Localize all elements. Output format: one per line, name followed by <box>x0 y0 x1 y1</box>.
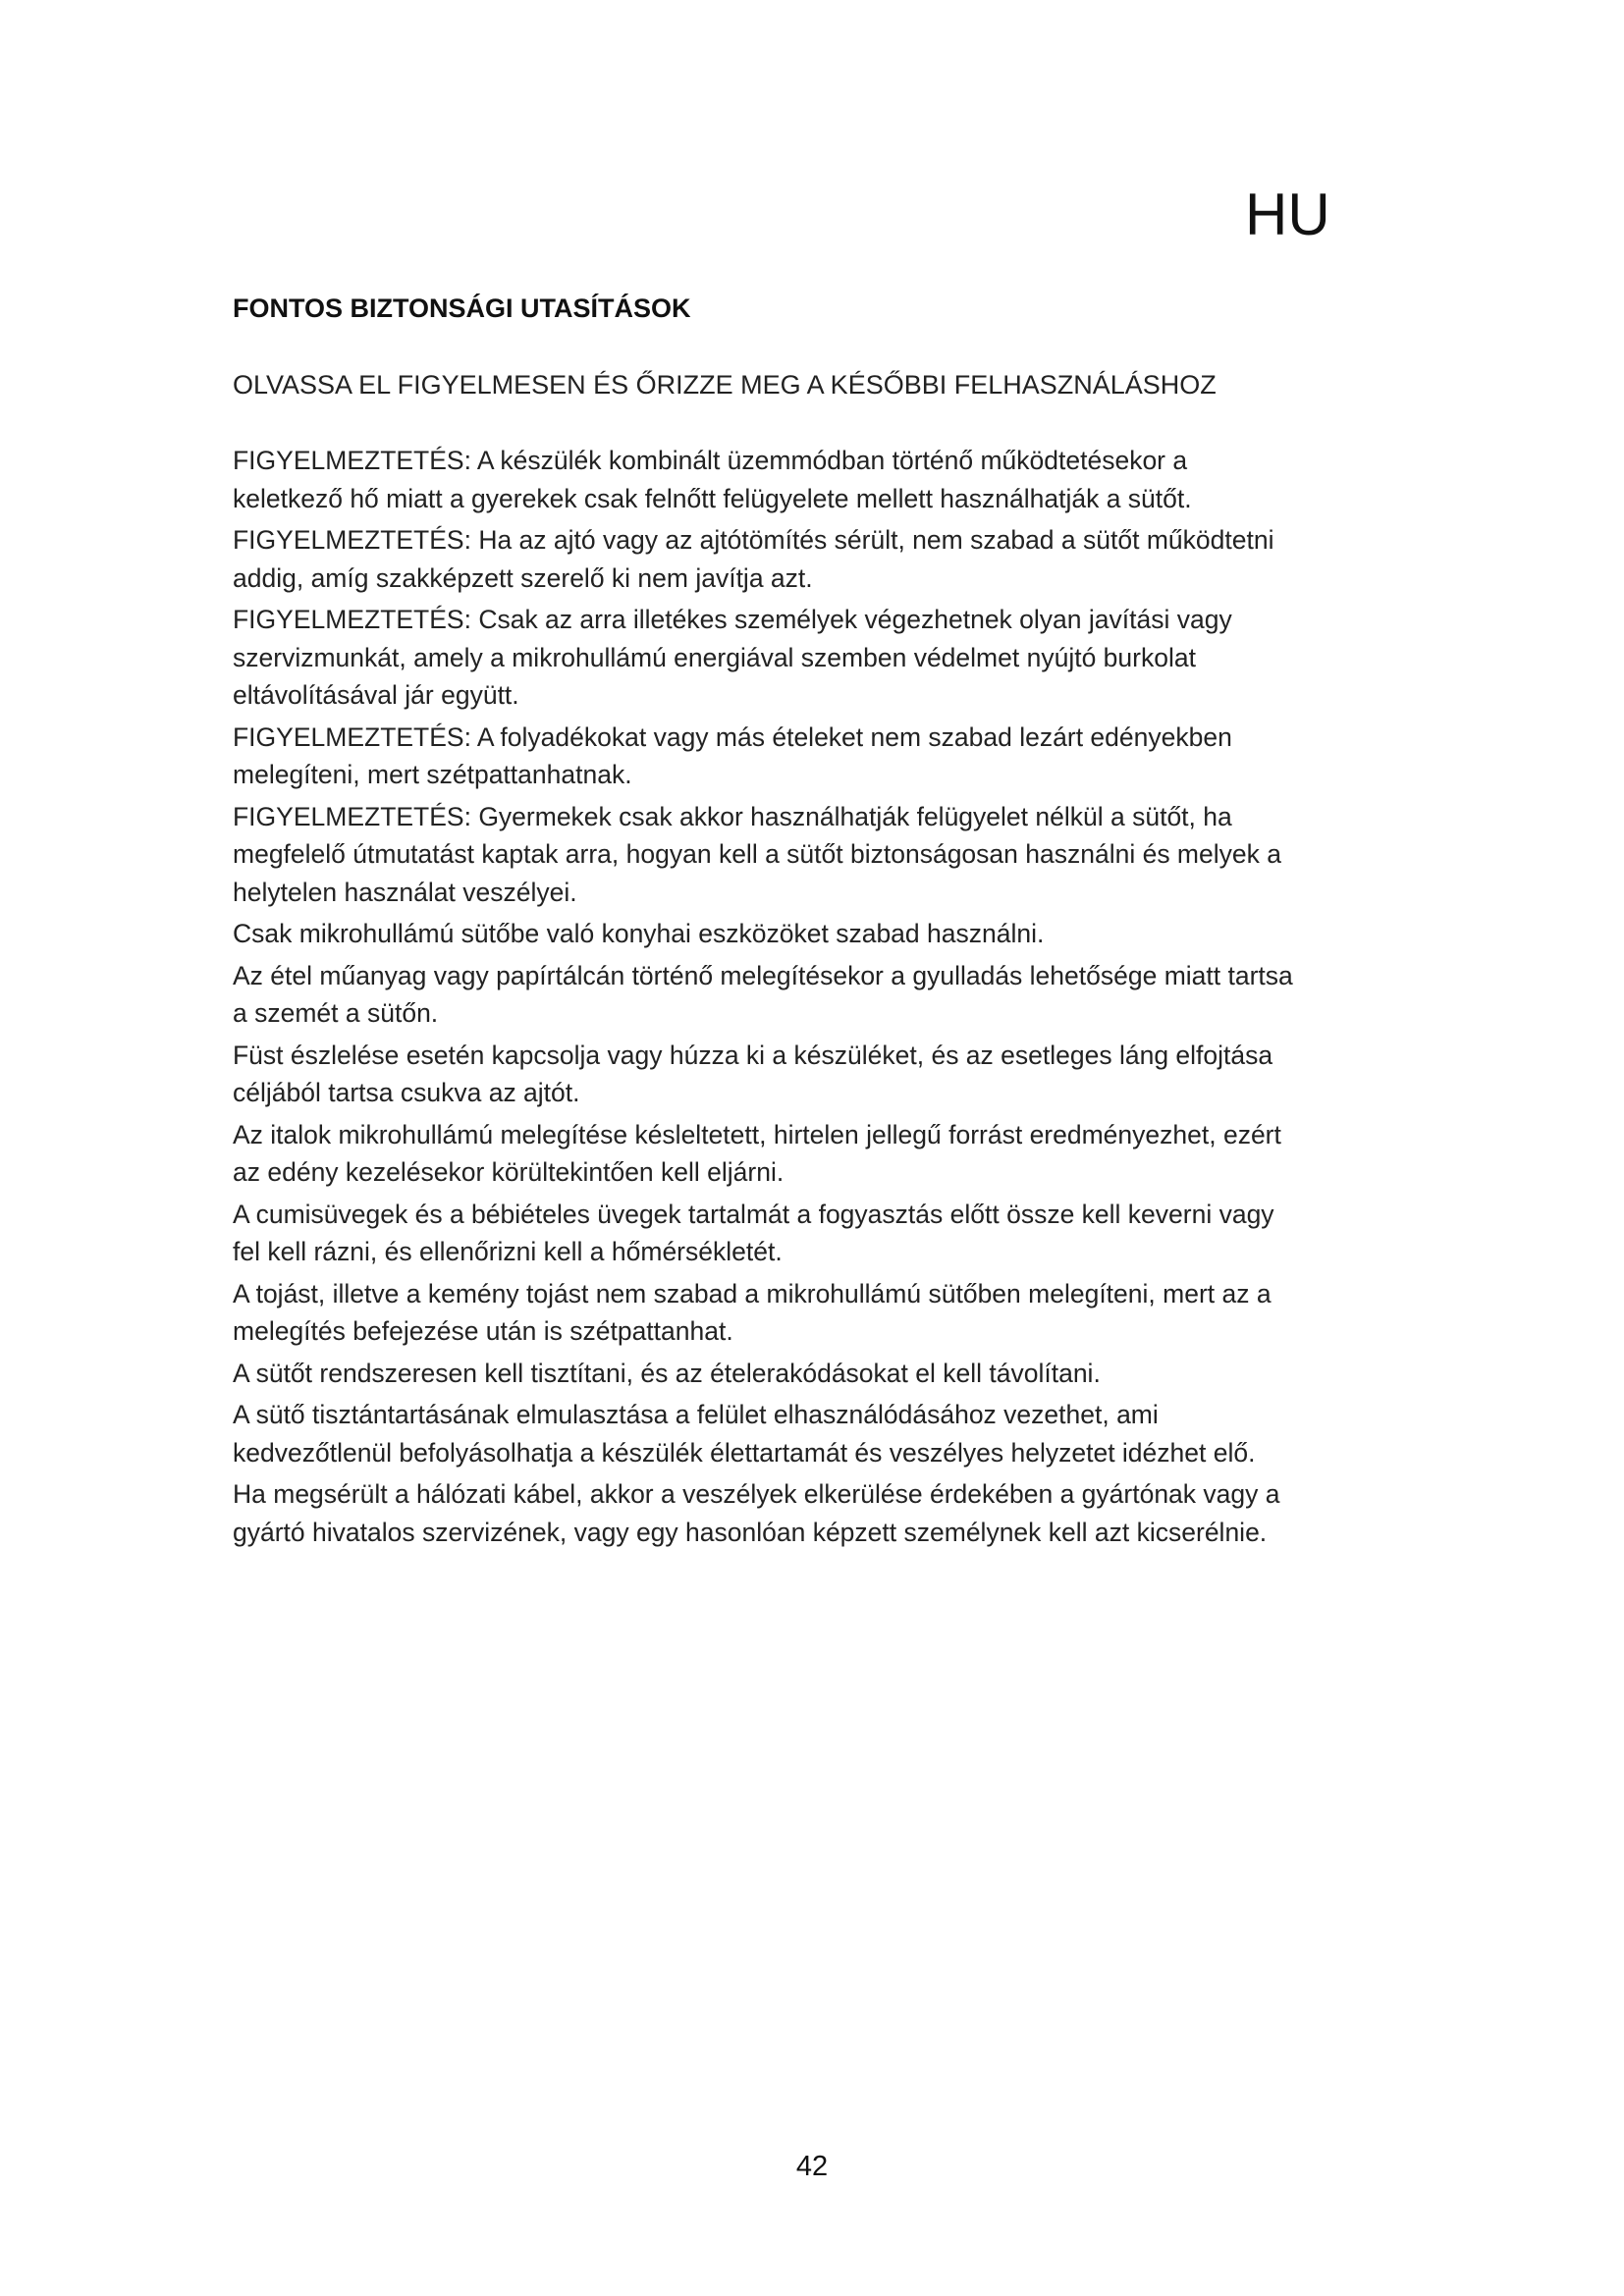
instruction-paragraph <box>233 915 1411 953</box>
line: FIGYELMEZTETÉS: Ha az ajtó vagy az ajtótömítés sérült, nem szabad a sütőt működtetni <box>233 525 1274 555</box>
line: az edény kezelésekor körültekintően kell eljárni. <box>233 1157 785 1187</box>
line: gyártó hivatalos szervizének, vagy egy hasonlóan képzett személynek kell azt kicserélnie. <box>233 1517 1268 1547</box>
line: helytelen használat veszélyei. <box>233 877 577 907</box>
line: a szemét a sütőn. <box>233 998 439 1028</box>
line: melegíteni, mert szétpattanhatnak. <box>233 760 632 789</box>
line: FIGYELMEZTETÉS: A folyadékokat vagy más ételeket nem szabad lezárt edényekben <box>233 721 1232 752</box>
document-title: FONTOS BIZTONSÁGI UTASÍTÁSOK <box>233 294 691 323</box>
instruction-paragraph <box>233 798 1411 912</box>
instruction-paragraph <box>233 1355 1411 1393</box>
instruction-paragraph <box>233 957 1411 1033</box>
line: FIGYELMEZTETÉS: A készülék kombinált üzemmódban történő működtetésekor a <box>233 446 1188 475</box>
instruction-paragraph <box>233 1396 1411 1471</box>
line: keletkező hő miatt a gyerekek csak felnőtt felügyelete mellett használhatják a sütőt. <box>233 483 1192 513</box>
instruction-paragraph <box>233 1475 1411 1551</box>
page-number: 42 <box>795 2151 829 2182</box>
instruction-paragraph <box>233 601 1411 715</box>
line: A sütőt rendszeresen kell tisztítani, és az ételerakódásokat el kell távolítani. <box>233 1358 1101 1388</box>
line: addig, amíg szakképzett szerelő ki nem javítja azt. <box>233 562 813 593</box>
line: melegítés befejezése után is szétpattanhat. <box>233 1316 733 1346</box>
line: megfelelő útmutatást kaptak arra, hogyan kell a sütőt biztonságosan használni és melyek a <box>233 839 1281 869</box>
line: A tojást, illetve a kemény tojást nem szabad a mikrohullámú sütőben melegíteni, mert az a <box>233 1278 1272 1308</box>
line: Az italok mikrohullámú melegítése késleltetett, hirtelen jellegű forrást eredményezhet, ezért <box>233 1119 1281 1149</box>
safety-instructions-body <box>233 442 1411 1555</box>
instruction-paragraph <box>233 442 1411 517</box>
line: Füst észlelése esetén kapcsolja vagy húzza ki a készüléket, és az esetleges láng elfojtása <box>233 1040 1273 1070</box>
line: A cumisüvegek és a bébiételes üvegek tartalmát a fogyasztás előtt össze kell keverni vagy <box>233 1199 1274 1229</box>
line: Ha megsérült a hálózati kábel, akkor a veszélyek elkerülése érdekében a gyártónak vagy a <box>233 1479 1280 1509</box>
line: Az étel műanyag vagy papírtálcán történő melegítésekor a gyulladás lehetősége miatt tartsa <box>233 960 1293 990</box>
instruction-paragraph <box>233 1037 1411 1112</box>
line: FIGYELMEZTETÉS: Gyermekek csak akkor használhatják felügyelet nélkül a sütőt, ha <box>233 801 1232 831</box>
line: A sütő tisztántartásának elmulasztása a felület elhasználódásához vezethet, ami <box>233 1400 1159 1429</box>
instruction-paragraph <box>233 521 1411 597</box>
line: eltávolításával jár együtt. <box>233 680 519 710</box>
instruction-paragraph <box>233 1275 1411 1351</box>
line: fel kell rázni, és ellenőrizni kell a hőmérsékletét. <box>233 1237 783 1266</box>
instruction-paragraph <box>233 719 1411 794</box>
instruction-paragraph <box>233 1196 1411 1271</box>
line: kedvezőtlenül befolyásolhatja a készülék élettartamát és veszélyes helyzetet idézhet elő. <box>233 1437 1256 1468</box>
line: Csak mikrohullámú sütőbe való konyhai eszközöket szabad használni. <box>233 919 1045 948</box>
line: céljából tartsa csukva az ajtót. <box>233 1078 580 1107</box>
instruction-paragraph <box>233 1116 1411 1192</box>
language-code: HU <box>1245 182 1330 247</box>
line: szervizmunkát, amely a mikrohullámú energiával szemben védelmet nyújtó burkolat <box>233 642 1196 672</box>
document-subtitle: OLVASSA EL FIGYELMESEN ÉS ŐRIZZE MEG A KÉSŐBBI FELHASZNÁLÁSHOZ <box>233 370 1217 400</box>
line: FIGYELMEZTETÉS: Csak az arra illetékes személyek végezhetnek olyan javítási vagy <box>233 605 1232 634</box>
